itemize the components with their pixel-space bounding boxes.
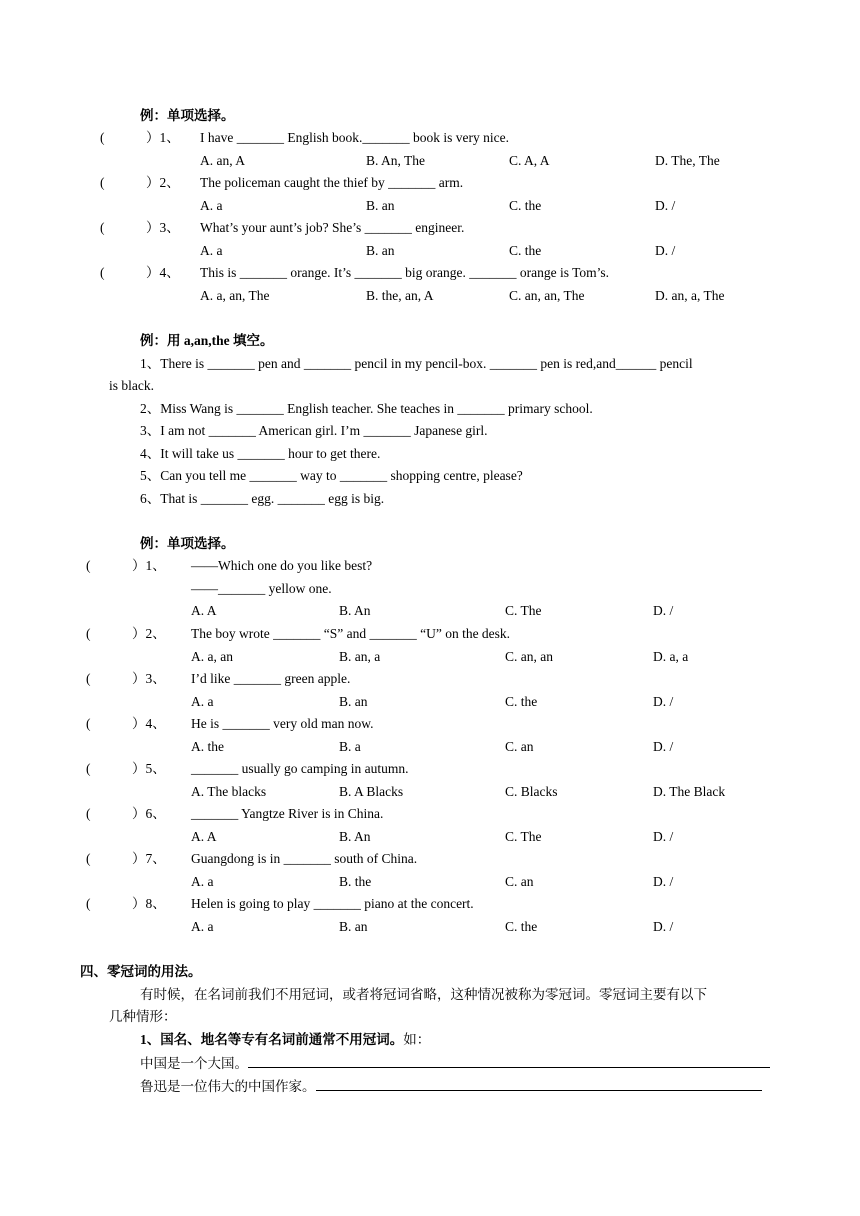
question-text: Helen is going to play _______ piano at the concert. (191, 896, 474, 911)
option-a: A. an, A (200, 153, 245, 168)
option-c: C. A, A (509, 153, 550, 168)
fill-line-3: 3、I am not _______ American girl. I’m _______ Japanese girl. (140, 423, 488, 438)
fill-line-6: 6、That is _______ egg. _______ egg is big. (140, 491, 385, 506)
option-b: B. an (366, 243, 395, 258)
option-a: A. a, an, The (200, 288, 270, 303)
option-b: B. a (339, 739, 361, 754)
option-b: B. an, a (339, 649, 381, 664)
example-2-answer-line[interactable] (316, 1076, 762, 1091)
question-number: ）6、 (132, 806, 166, 821)
option-d: D. / (653, 829, 674, 844)
answer-paren: ( (86, 626, 91, 641)
question-text: He is _______ very old man now. (191, 716, 374, 731)
fill-line-1-cont: is black. (109, 378, 154, 393)
option-a: A. a (191, 874, 214, 889)
option-a: A. a (191, 919, 214, 934)
option-a: A. The blacks (191, 784, 267, 799)
answer-paren: ( (86, 851, 91, 866)
option-d: D. / (653, 603, 674, 618)
answer-paren: ( (86, 896, 91, 911)
question-text: I’d like _______ green apple. (191, 671, 351, 686)
question-number: ）2、 (146, 175, 180, 190)
question-number: ）8、 (132, 896, 166, 911)
fill-line-2: 2、Miss Wang is _______ English teacher. She teaches in _______ primary school. (140, 401, 593, 416)
answer-paren: ( (86, 671, 91, 686)
option-b: B. An, The (366, 153, 426, 168)
option-c: C. the (509, 198, 542, 213)
option-c: C. Blacks (505, 784, 558, 799)
answer-paren: ( (86, 806, 91, 821)
option-d: D. / (653, 919, 674, 934)
question-text: Guangdong is in _______ south of China. (191, 851, 418, 866)
option-b: B. an (366, 198, 395, 213)
question-text: What’s your aunt’s job? She’s _______ engineer. (200, 220, 465, 235)
question-number: ）7、 (132, 851, 166, 866)
question-text: This is _______ orange. It’s _______ big orange. _______ orange is Tom’s. (200, 265, 610, 280)
option-c: C. an, an (505, 649, 553, 664)
option-d: D. / (653, 694, 674, 709)
question-number: ）5、 (132, 761, 166, 776)
answer-paren: ( (86, 716, 91, 731)
option-d: D. a, a (653, 649, 689, 664)
option-c: C. the (505, 919, 538, 934)
option-c: C. an (505, 874, 534, 889)
question-text-2: ——_______ yellow one. (191, 581, 332, 596)
example-1 (140, 1053, 770, 1073)
question-text: _______ usually go camping in autumn. (191, 761, 409, 776)
option-d: D. / (655, 198, 676, 213)
option-b: B. an (339, 694, 368, 709)
answer-paren: ( (100, 265, 105, 280)
section1-heading: 例：单项选择。 (140, 108, 235, 123)
question-number: ）4、 (132, 716, 166, 731)
question-number: ）1、 (132, 558, 166, 573)
answer-paren: ( (86, 558, 91, 573)
answer-paren: ( (100, 220, 105, 235)
option-d: D. an, a, The (655, 288, 725, 303)
example-2 (140, 1076, 762, 1096)
question-text: I have _______ English book._______ book is very nice. (200, 130, 509, 145)
fill-line-1: 1、There is _______ pen and _______ pencil in my pencil-box. _______ pen is red,and______ pencil (140, 356, 693, 371)
option-c: C. The (505, 603, 542, 618)
question-number: ）1、 (146, 130, 180, 145)
fill-line-5: 5、Can you tell me _______ way to _______ shopping centre, please? (140, 468, 523, 483)
section4-paragraph-line1: 有时候，在名词前我们不用冠词，或者将冠词省略，这种情况被称为零冠词。零冠词主要有以下 (140, 987, 707, 1002)
option-a: A. A (191, 603, 217, 618)
rule-1-tail: 如： (403, 1032, 431, 1047)
option-b: B. the (339, 874, 372, 889)
option-d: D. / (653, 874, 674, 889)
option-c: C. an (505, 739, 534, 754)
question-text: ——Which one do you like best? (191, 558, 373, 573)
option-d: D. The Black (653, 784, 726, 799)
option-a: A. a, an (191, 649, 233, 664)
question-number: ）3、 (132, 671, 166, 686)
question-number: ）4、 (146, 265, 180, 280)
example-2-text: 鲁迅是一位伟大的中国作家。 (140, 1079, 316, 1094)
question-text: The boy wrote _______ “S” and _______ “U” on the desk. (191, 626, 511, 641)
fill-line-4: 4、It will take us _______ hour to get there. (140, 446, 381, 461)
example-1-text: 中国是一个大国。 (140, 1056, 248, 1071)
question-number: ）3、 (146, 220, 180, 235)
example-1-answer-line[interactable] (248, 1053, 770, 1068)
section4-paragraph-line2: 几种情形： (109, 1009, 177, 1024)
option-d: D. / (653, 739, 674, 754)
option-d: D. The, The (655, 153, 720, 168)
rule-1 (140, 1031, 430, 1049)
question-number: ）2、 (132, 626, 166, 641)
option-a: A. the (191, 739, 224, 754)
option-c: C. an, an, The (509, 288, 585, 303)
option-b: B. an (339, 919, 368, 934)
option-a: A. a (200, 243, 223, 258)
option-d: D. / (655, 243, 676, 258)
section2-heading: 例：用 a,an,the 填空。 (140, 333, 274, 348)
option-b: B. An (339, 829, 371, 844)
option-b: B. the, an, A (366, 288, 434, 303)
section4-title: 四、零冠词的用法。 (80, 964, 202, 979)
option-a: A. a (200, 198, 223, 213)
section3-heading: 例：单项选择。 (140, 536, 235, 551)
answer-paren: ( (86, 761, 91, 776)
rule-1-text: 1、国名、地名等专有名词前通常不用冠词。 (140, 1032, 404, 1047)
option-c: C. The (505, 829, 542, 844)
option-c: C. the (505, 694, 538, 709)
option-a: A. A (191, 829, 217, 844)
answer-paren: ( (100, 130, 105, 145)
answer-paren: ( (100, 175, 105, 190)
question-text: _______ Yangtze River is in China. (191, 806, 384, 821)
question-text: The policeman caught the thief by _______ arm. (200, 175, 464, 190)
option-b: B. A Blacks (339, 784, 404, 799)
option-c: C. the (509, 243, 542, 258)
option-a: A. a (191, 694, 214, 709)
option-b: B. An (339, 603, 371, 618)
